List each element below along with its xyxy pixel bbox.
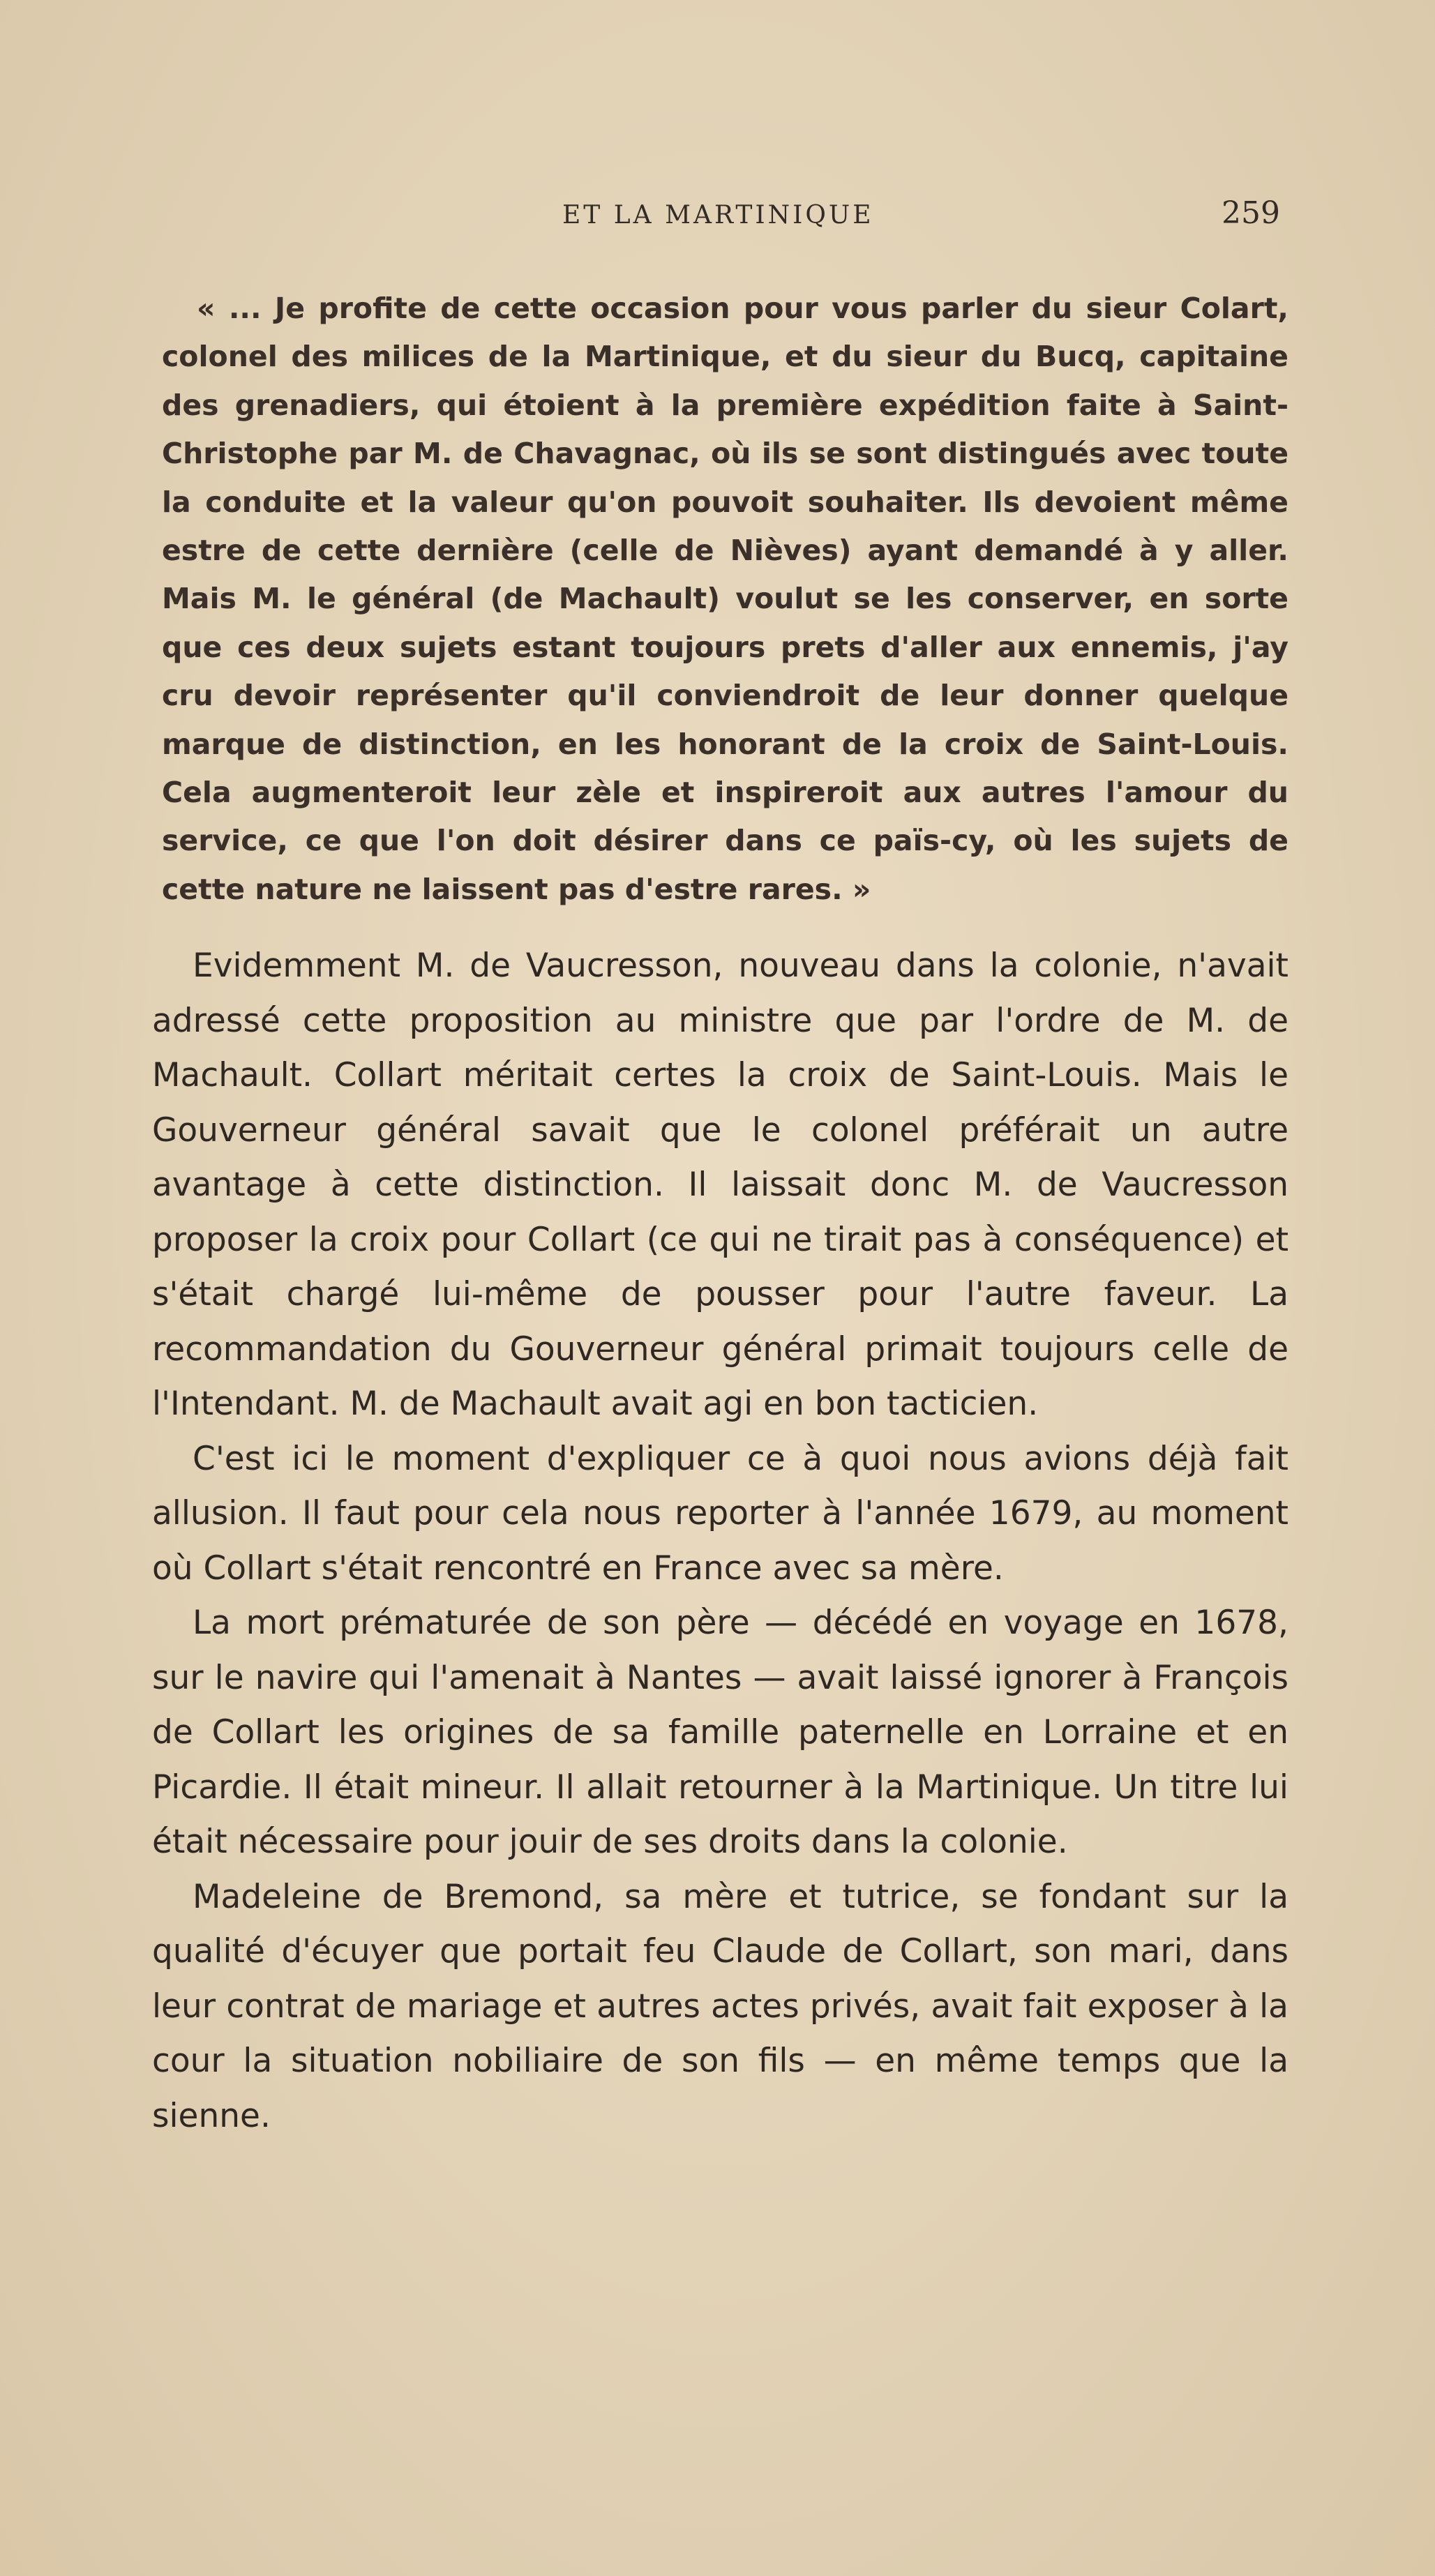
quoted-letter: [162, 285, 1289, 914]
paragraph-vaucresson: Evidemment M. de Vaucresson, nouveau dans la colonie, n'avait adressé cette proposition au ministre que par l'ordre de M. de Machault. Collart méritait certes la croix de Saint-Louis. Mais le Gouverneur général savait que le colonel préférait un autre avantage à cette distinction. Il laissait donc M. de Vaucresson proposer la croix pour Collart (ce qui ne tirait pas à conséquence) et s'était chargé lui-même de pousser pour l'autre faveur. La recommandation du Gouverneur général primait toujours celle de l'Intendant. M. de Machault avait agi en bon tacticien.: [152, 947, 1289, 1423]
running-title: ET LA MARTINIQUE: [562, 201, 874, 229]
running-head: [153, 195, 1280, 237]
quoted-letter-text: « ... Je profite de cette occasion pour vous parler du sieur Colart, colonel des milices de la Martinique, et du sieur du Bucq, capitaine des grenadiers, qui étoient à la première expédition faite à Saint-Christophe par M. de Chavagnac, où ils se sont distingués avec toute la conduite et la valeur qu'on pouvoit souhaiter. Ils devoient même estre de cette dernière (celle de Nièves) ayant demandé à y aller. Mais M. le général (de Machault) voulut se les conserver, en sorte que ces deux sujets estant toujours prets d'aller aux ennemis, j'ay cru devoir représenter qu'il conviendroit de leur donner quelque marque de distinction, en les honorant de la croix de Saint-Louis. Cela augmenteroit leur zèle et inspireroit aux autres l'amour du service, ce que l'on doit désirer dans ce païs-cy, où les sujets de cette nature ne laissent pas d'estre rares. »: [162, 292, 1289, 906]
paragraph-father-death: La mort prématurée de son père — décédé en voyage en 1678, sur le navire qui l'amenait à Nantes — avait laissé ignorer à François de Collart les origines de sa famille paternelle en Lorraine et en Picardie. Il était mineur. Il allait retourner à la Martinique. Un titre lui était nécessaire pour jouir de ses droits dans la colonie.: [152, 1604, 1289, 1861]
paragraph-explanation: C'est ici le moment d'expliquer ce à quoi nous avions déjà fait allusion. Il faut pour cela nous reporter à l'année 1679, au moment où Collart s'était rencontré en France avec sa mère.: [152, 1439, 1289, 1588]
body-text: [152, 939, 1289, 2144]
paragraph-madeleine: Madeleine de Bremond, sa mère et tutrice, se fondant sur la qualité d'écuyer que portait feu Claude de Collart, son mari, dans leur contrat de mariage et autres actes privés, avait fait exposer à la cour la situation nobiliaire de son fils — en même temps que la sienne.: [152, 1877, 1289, 2135]
page-number: 259: [1222, 195, 1280, 231]
